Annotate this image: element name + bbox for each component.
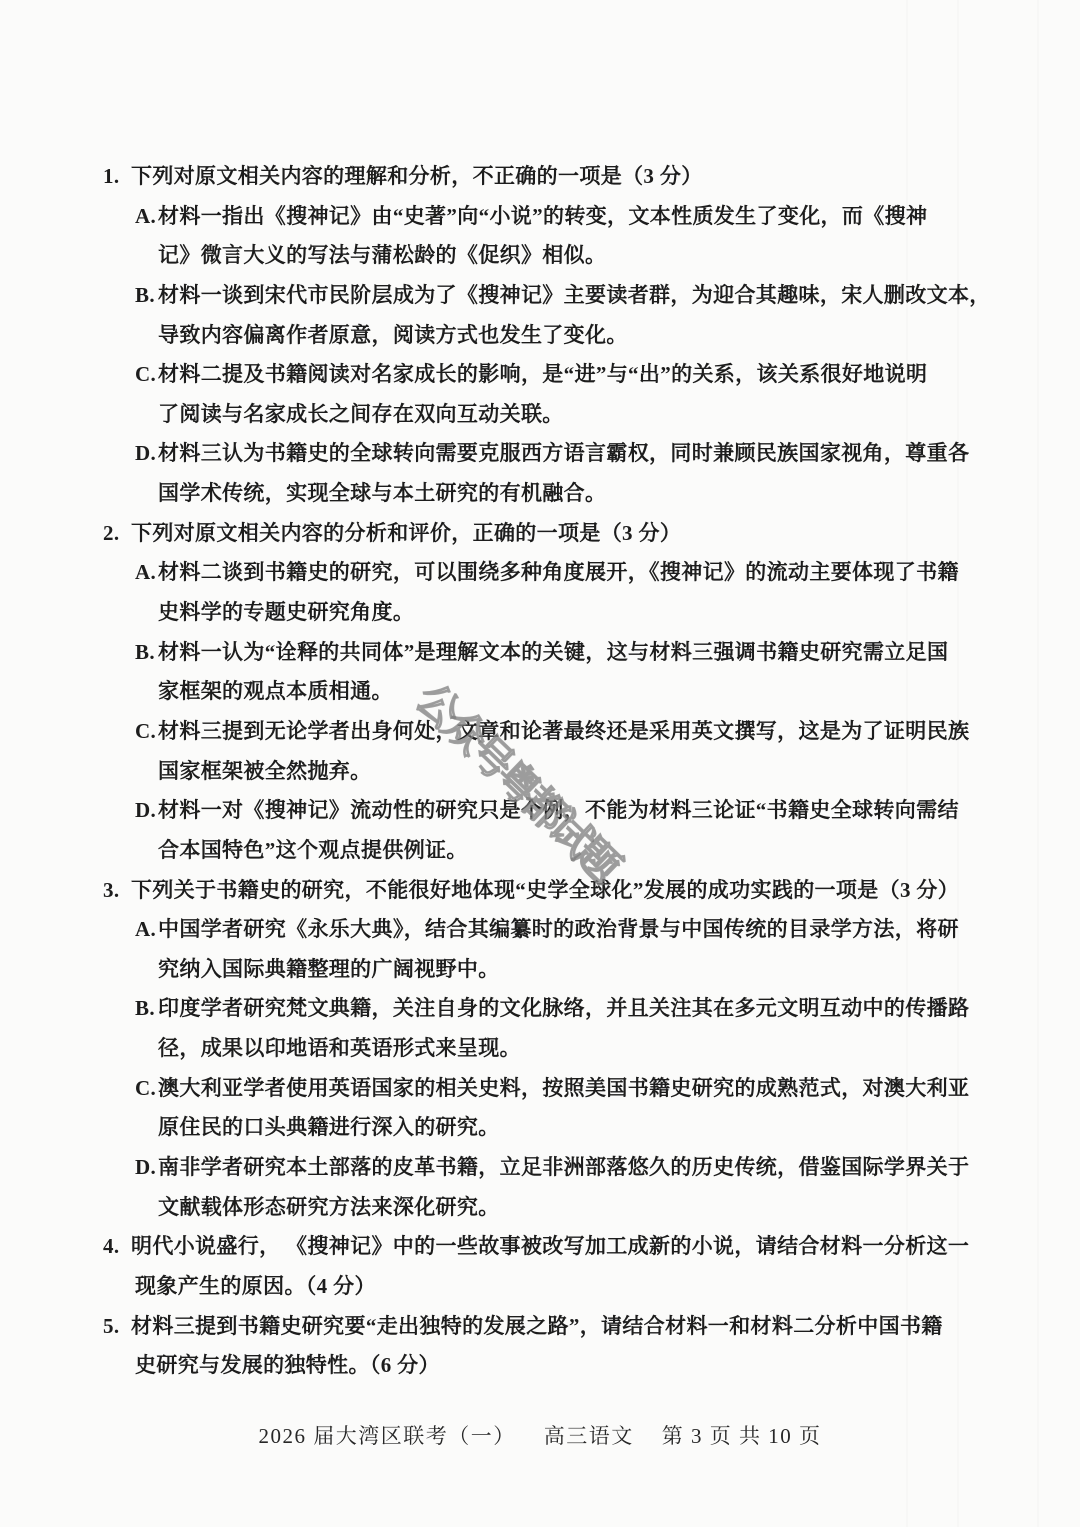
question-stem-text: 下列关于书籍史的研究，不能很好地体现“史学全球化”发展的成功实践的一项是（3 分） (131, 877, 960, 902)
question-1-option-d (0, 434, 1080, 474)
footer-subject: 高三语文 (543, 1424, 634, 1448)
question-2-stem (0, 514, 1080, 554)
question-1-option-d-cont (0, 474, 1080, 514)
option-label: D. (135, 1155, 157, 1180)
option-text: 合本国特色”这个观点提供例证。 (158, 837, 468, 862)
option-label: C. (135, 362, 157, 387)
option-text: 材料三认为书籍史的全球转向需要克服西方语言霸权，同时兼顾民族国家视角，尊重各 (158, 441, 970, 466)
option-text: 国家框架被全然抛弃。 (158, 758, 372, 783)
question-number: 3. (103, 877, 120, 902)
question-3-option-a (0, 910, 1080, 950)
question-stem-text: 下列对原文相关内容的理解和分析，不正确的一项是（3 分） (131, 164, 703, 188)
question-2-option-d-cont (0, 831, 1080, 871)
question-number: 2. (103, 520, 120, 545)
option-text: 材料三提到无论学者出身何处，文章和论著最终还是采用英文撰写，这是为了证明民族 (158, 718, 970, 743)
question-stem-text: 史研究与发展的独特性。（6 分） (135, 1353, 440, 1378)
option-label: B. (135, 639, 155, 664)
option-text: 材料二提及书籍阅读对名家成长的影响，是“进”与“出”的关系，该关系很好地说明 (158, 362, 928, 387)
question-2-option-b-cont (0, 672, 1080, 712)
question-2-option-b (0, 633, 1080, 673)
question-3-stem (0, 871, 1080, 911)
question-4-stem-cont (0, 1267, 1080, 1307)
question-1-option-b-cont (0, 316, 1080, 356)
question-list (0, 157, 1080, 1386)
option-text: 中国学者研究《永乐大典》，结合其编纂时的政治背景与中国传统的目录学方法，将研 (158, 917, 959, 942)
question-3-option-b-cont (0, 1029, 1080, 1069)
question-number: 5. (103, 1313, 120, 1338)
question-1-option-a-cont (0, 236, 1080, 276)
option-text: 史料学的专题史研究角度。 (158, 600, 415, 625)
option-label: C. (135, 1075, 157, 1100)
question-4-stem (0, 1227, 1080, 1267)
option-text: 了阅读与名家成长之间存在双向互动关联。 (158, 401, 564, 426)
footer-exam-title: 2026 届大湾区联考（一） (258, 1424, 516, 1448)
option-text: 南非学者研究本土部落的皮革书籍，立足非洲部落悠久的历史传统，借鉴国际学界关于 (158, 1155, 970, 1180)
question-1-option-b (0, 276, 1080, 316)
question-3-option-d-cont (0, 1188, 1080, 1228)
question-2-option-a-cont (0, 593, 1080, 633)
option-text: 记》微言大义的写法与蒲松龄的《促织》相似。 (158, 243, 607, 268)
option-label: D. (135, 798, 157, 823)
question-2-option-a (0, 553, 1080, 593)
option-text: 材料一谈到宋代市民阶层成为了《搜神记》主要读者群，为迎合其趣味，宋人删改文本， (158, 282, 991, 307)
question-2-option-c (0, 712, 1080, 752)
question-1-option-a (0, 197, 1080, 237)
footer-page-number: 第 3 页 共 10 页 (661, 1424, 822, 1448)
option-text: 材料二谈到书籍史的研究，可以围绕多种角度展开，《搜神记》的流动主要体现了书籍 (158, 560, 959, 585)
question-2-option-c-cont (0, 752, 1080, 792)
option-label: B. (135, 282, 155, 307)
option-text: 文献载体形态研究方法来深化研究。 (158, 1194, 500, 1219)
question-number: 4. (103, 1234, 120, 1259)
option-text: 国学术传统，实现全球与本土研究的有机融合。 (158, 481, 607, 506)
question-3-option-d (0, 1148, 1080, 1188)
option-label: A. (135, 203, 157, 228)
question-stem-text: 现象产生的原因。（4 分） (135, 1273, 376, 1298)
question-3-option-c (0, 1069, 1080, 1109)
question-5-stem-cont (0, 1346, 1080, 1386)
question-5-stem (0, 1307, 1080, 1347)
question-2-option-d (0, 791, 1080, 831)
option-label: D. (135, 441, 157, 466)
option-text: 材料一对《搜神记》流动性的研究只是个例，不能为材料三论证“书籍史全球转向需结 (158, 798, 959, 823)
option-label: A. (135, 917, 157, 942)
question-3-option-c-cont (0, 1108, 1080, 1148)
option-text: 究纳入国际典籍整理的广阔视野中。 (158, 956, 500, 981)
question-1-option-c (0, 355, 1080, 395)
option-text: 印度学者研究梵文典籍，关注自身的文化脉络，并且关注其在多元文明互动中的传播路 (158, 996, 970, 1021)
question-stem-text: 明代小说盛行， 《搜神记》中的一些故事被改写加工成新的小说，请结合材料一分析这一 (131, 1234, 970, 1259)
option-text: 家框架的观点本质相通。 (158, 679, 393, 704)
option-text: 原住民的口头典籍进行深入的研究。 (158, 1115, 500, 1140)
option-text: 导致内容偏离作者原意，阅读方式也发生了变化。 (158, 322, 628, 347)
question-1-option-c-cont (0, 395, 1080, 435)
option-label: A. (135, 560, 157, 585)
question-1-stem (0, 157, 1080, 197)
question-3-option-a-cont (0, 950, 1080, 990)
option-text: 材料一指出《搜神记》由“史著”向“小说”的转变，文本性质发生了变化，而《搜神 (158, 203, 928, 228)
question-stem-text: 材料三提到书籍史研究要“走出独特的发展之路”，请结合材料一和材料二分析中国书籍 (131, 1313, 943, 1338)
page-footer (0, 1420, 1080, 1450)
option-label: B. (135, 996, 155, 1021)
watermark: 公众号粤都试题 (406, 675, 625, 889)
option-text: 材料一认为“诠释的共同体”是理解文本的关键，这与材料三强调书籍史研究需立足国 (158, 639, 949, 664)
question-3-option-b (0, 989, 1080, 1029)
question-stem-text: 下列对原文相关内容的分析和评价，正确的一项是（3 分） (131, 520, 682, 545)
option-text: 澳大利亚学者使用英语国家的相关史料，按照美国书籍史研究的成熟范式，对澳大利亚 (158, 1075, 970, 1100)
question-number: 1. (103, 164, 120, 188)
option-text: 径，成果以印地语和英语形式来呈现。 (158, 1036, 521, 1061)
option-label: C. (135, 718, 157, 743)
